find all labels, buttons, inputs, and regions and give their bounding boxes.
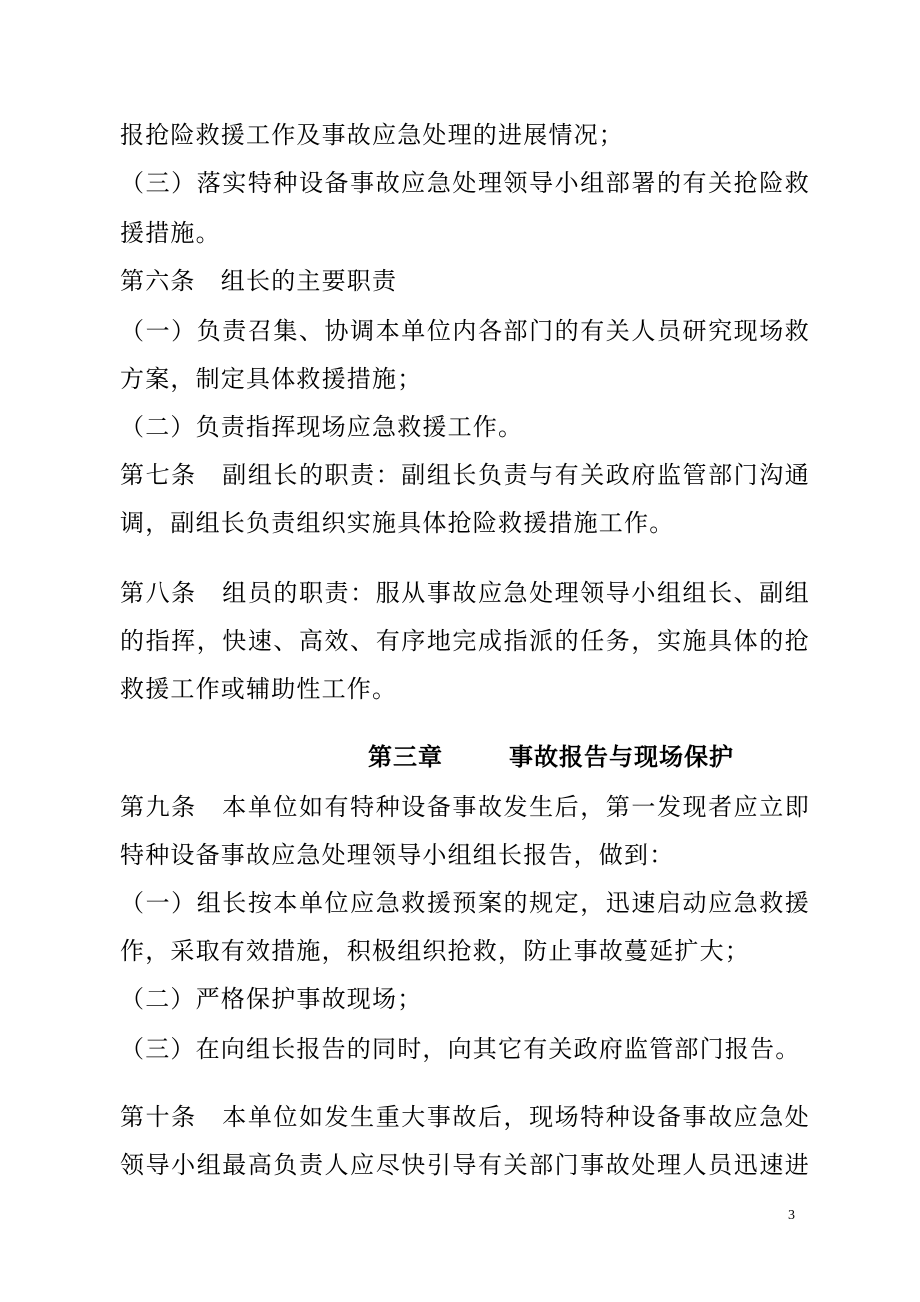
- text-line: （一）组长按本单位应急救援预案的规定，迅速启动应急救援: [120, 889, 810, 917]
- text-line: 的指挥，快速、高效、有序地完成指派的任务，实施具体的抢: [120, 627, 810, 655]
- text-line: 第十条 本单位如发生重大事故后，现场特种设备事故应急处: [120, 1103, 810, 1131]
- text-line: 援措施。: [120, 219, 221, 247]
- text-line: （一）负责召集、协调本单位内各部门的有关人员研究现场救: [120, 317, 810, 345]
- text-line: 救援工作或辅助性工作。: [120, 675, 398, 703]
- text-line: （三）在向组长报告的同时，向其它有关政府监管部门报告。: [120, 1035, 801, 1063]
- page-number: 3: [788, 1208, 795, 1223]
- chapter-number: 第三章: [368, 742, 443, 771]
- text-line: 第七条 副组长的职责：副组长负责与有关政府监管部门沟通: [120, 461, 810, 489]
- text-line: （二）严格保护事故现场；: [120, 985, 423, 1013]
- chapter-heading: [368, 742, 734, 772]
- text-line: 第八条 组员的职责：服从事故应急处理领导小组组长、副组: [120, 579, 810, 607]
- text-line: 作，采取有效措施，积极组织抢救，防止事故蔓延扩大；: [120, 937, 750, 965]
- chapter-title: 事故报告与现场保护: [509, 742, 734, 771]
- text-line: （二）负责指挥现场应急救援工作。: [120, 413, 524, 441]
- text-line: 调，副组长负责组织实施具体抢险救援措施工作。: [120, 509, 675, 537]
- text-line: 领导小组最高负责人应尽快引导有关部门事故处理人员迅速进: [120, 1151, 810, 1179]
- text-line: 方案，制定具体救援措施；: [120, 365, 423, 393]
- article-heading: 第六条 组长的主要职责: [120, 267, 398, 295]
- text-line: 报抢险救援工作及事故应急处理的进展情况；: [120, 121, 624, 149]
- text-line: 第九条 本单位如有特种设备事故发生后，第一发现者应立即: [120, 793, 810, 821]
- text-line: （三）落实特种设备事故应急处理领导小组部署的有关抢险救: [120, 169, 810, 197]
- text-line: 特种设备事故应急处理领导小组组长报告，做到：: [120, 841, 675, 869]
